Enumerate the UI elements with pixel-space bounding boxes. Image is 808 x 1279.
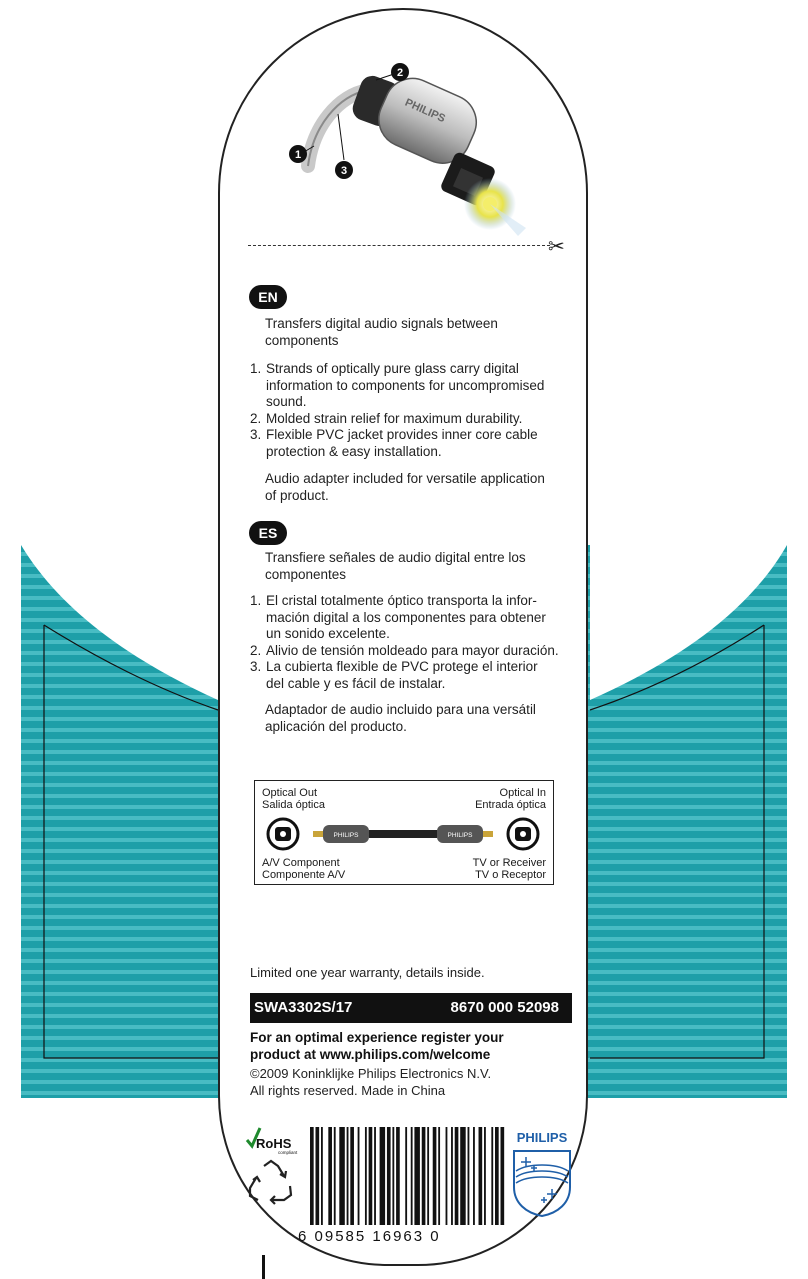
product-code: 8670 000 52098 (450, 999, 559, 1016)
barcode-digits: 6 09585 16963 0 (298, 1228, 441, 1245)
plug-brand-text: PHILIPS (403, 96, 448, 126)
philips-brand-text: PHILIPS (516, 1130, 568, 1145)
list-item: 3. La cubierta flexible de PVC protege el interior del cable y es fácil de instalar. (250, 659, 538, 691)
plug-brand-left: PHILIPS (333, 832, 359, 839)
es-badge: ES (249, 521, 287, 545)
en-adapter-note: Audio adapter included for versatile application of product. (265, 471, 545, 503)
av-component-label: A/V Component Componente A/V (262, 857, 346, 881)
cut-line (248, 245, 550, 246)
list-item: 1. El cristal totalmente óptico transporta la infor- mación digital a los componentes para obtener un sonido excelente. (250, 593, 546, 641)
es-intro: Transfiere señales de audio digital entre los componentes (265, 550, 526, 582)
es-adapter-note: Adaptador de audio incluido para una versátil aplicación del producto. (265, 702, 536, 734)
register-text: For an optimal experience register your product at www.philips.com/welcome (250, 1030, 504, 1062)
list-item: 3. Flexible PVC jacket provides inner core cable protection & easy installation. (250, 427, 538, 459)
optical-in-label: Optical In Entrada óptica (475, 787, 546, 811)
en-badge: EN (249, 285, 287, 309)
model-bar (250, 993, 572, 1023)
list-item: 1. Strands of optically pure glass carry digital information to components for uncompromised sound. (250, 361, 545, 409)
optical-cable-illustration (268, 56, 528, 246)
rohs-compliant-text: compliant (278, 1150, 298, 1155)
optical-out-label: Optical Out Salida óptica (262, 787, 325, 811)
right-teal-wing (560, 545, 787, 1098)
model-number: SWA3302S/17 (254, 999, 353, 1016)
cable-diagram (255, 811, 552, 857)
tv-receiver-label: TV or Receiver TV o Receptor (472, 857, 546, 881)
rohs-text: RoHS (256, 1136, 292, 1151)
hanger-line (262, 1255, 265, 1279)
left-teal-wing (21, 545, 251, 1098)
list-item: 2. Molded strain relief for maximum durability. (250, 410, 523, 426)
callout-1: 1 (294, 149, 302, 161)
barcode (308, 1127, 508, 1225)
plug-brand-right: PHILIPS (447, 832, 473, 839)
recycle-icon (244, 1158, 298, 1206)
scissors-icon: ✂ (548, 234, 565, 258)
rohs-logo (244, 1124, 300, 1156)
warranty-text: Limited one year warranty, details inside. (250, 965, 485, 980)
connection-diagram (254, 780, 554, 885)
en-intro: Transfers digital audio signals between components (265, 316, 498, 348)
callout-3: 3 (340, 165, 348, 177)
list-item: 2. Alivio de tensión moldeado para mayor duración. (250, 642, 559, 658)
philips-shield-logo (508, 1125, 576, 1217)
en-feature-list (250, 361, 560, 460)
copyright-text: ©2009 Koninklijke Philips Electronics N.V. All rights reserved. Made in China (250, 1066, 492, 1098)
callout-2: 2 (396, 67, 404, 79)
es-feature-list (250, 593, 570, 692)
